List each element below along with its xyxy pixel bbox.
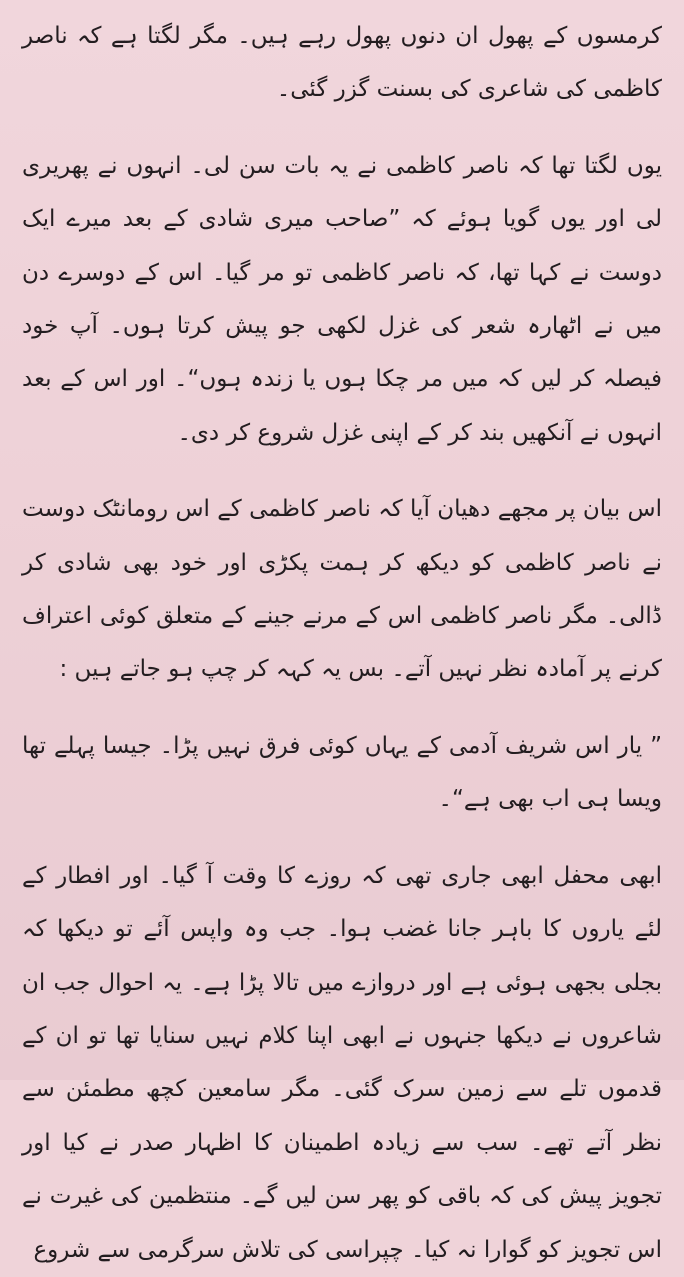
quote-line: ” یار اس شریف آدمی کے یہاں کوئی فرق نہیں پڑا۔ جیسا پہلے تھا ویسا ہی اب بھی ہے“۔: [22, 732, 662, 813]
paragraph-4: ابھی محفل ابھی جاری تھی کہ روزے کا وقت آ گیا۔ اور افطار کے لئے یاروں کا باہر جانا غضب ہوا۔ جب وہ واپس آئے تو دیکھا کہ بجلی بجھی ہوئی ہے اور دروازے میں تالا پڑا ہے۔ یہ احوال جب ان شاعروں نے دیکھا جنہوں نے ابھی اپنا کلام نہیں سنایا تھا تو ان کے قدموں تلے سے زمین سرک گئی۔ مگر سامعین کچھ مطمئن سے نظر آتے تھے۔ سب سے زیادہ اطمینان کا اظہار صدر نے کیا اور تجویز پیش کی کہ باقی کو پھر سن لیں گے۔ منتظمین کی غیرت نے اس تجویز کو گوارا نہ کیا۔ چپراسی کی تلاش سرگرمی سے شروع: [22, 862, 662, 1263]
paragraph-1: کرمسوں کے پھول ان دنوں پھول رہے ہیں۔ مگر لگتا ہے کہ ناصر کاظمی کی شاعری کی بسنت گزر گئی۔: [22, 23, 662, 103]
paragraph-3: اس بیان پر مجھے دھیان آیا کہ ناصر کاظمی کے اس رومانٹک دوست نے ناصر کاظمی کو دیکھ کر ہمت پکڑی اور خود بھی شادی کر ڈالی۔ مگر ناصر کاظمی اس کے مرنے جینے کے متعلق کوئی اعتراف کرنے پر آمادہ نظر نہیں آتے۔ بس یہ کہہ کر چپ ہو جاتے ہیں :: [22, 496, 662, 683]
paragraph-2: یوں لگتا تھا کہ ناصر کاظمی نے یہ بات سن لی۔ انہوں نے پھریری لی اور یوں گویا ہوئے کہ ”صاحب میری شادی کے بعد میرے ایک دوست نے کہا تھا، کہ ناصر کاظمی تو مر گیا۔ اس کے دوسرے دن میں نے اٹھارہ شعر کی غزل لکھی جو پیش کرتا ہوں۔ آپ خود فیصلہ کر لیں کہ میں مر چکا ہوں یا زندہ ہوں“۔ اور اس کے بعد انہوں نے آنکھیں بند کر کے اپنی غزل شروع کر دی۔: [22, 152, 662, 446]
urdu-text-body: [22, 10, 662, 1277]
